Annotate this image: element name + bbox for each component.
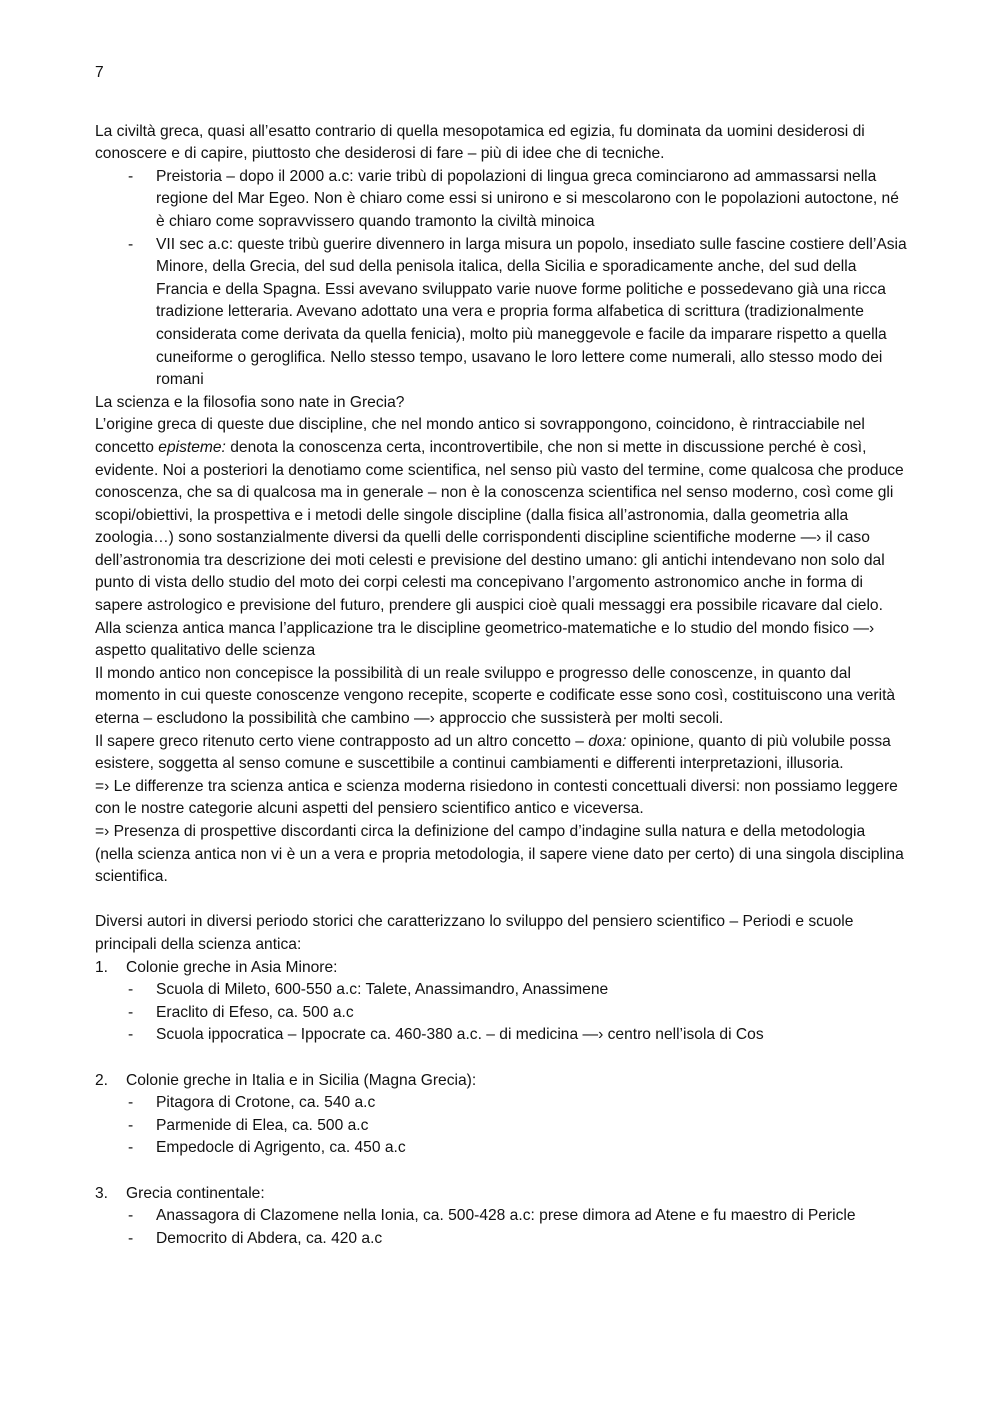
period-number: 2. [95,1071,109,1089]
conclusion-paragraph: =› Presenza di prospettive discordanti circa la definizione del campo d’indagine sulla natura e della metodologia (nella scienza antica non vi è un a vera e propria metodologia, il sapere viene dato per certo) di una singola disciplina scientifica. [95,823,904,886]
list-item: - Scuola ippocratica – Ippocrate ca. 460-380 a.c. – di medicina —› centro nell’isola di Cos [95,1024,907,1047]
period-number: 3. [95,1184,109,1202]
blank-line [95,1160,907,1183]
list-item: - Democrito di Abdera, ca. 420 a.c [95,1228,907,1251]
period-title: Grecia continentale: [126,1184,265,1202]
history-list [95,166,907,392]
episteme-text-before: L’origine greca di queste due discipline, che nel mondo antico si sovrappongono, coincidono, è rintracciabile nel concetto [95,416,865,456]
period-list [95,1092,907,1160]
episteme-paragraph [95,414,907,617]
period-number: 1. [95,958,109,976]
doxa-text-after: opinione, quanto di più volubile possa esistere, soggetta al senso comune e suscettibile a continui cambiamenti e differenti interpretazioni, illusoria. [95,732,891,773]
doxa-text-before: Il sapere greco ritenuto certo viene contrapposto ad un altro concetto – [95,732,589,750]
episteme-text-after: denota la conoscenza certa, incontrovertibile, che non si mette in discussione perché è così, evidente. Noi a posteriori la denotiamo come scientifica, nel senso più vasto del termine, come qualcosa che produce conoscenza, che sa di qualcosa ma in generale – non è la conoscenza scientifica nel senso moderno, così come gli scopi/obiettivi, la prospettiva e i metodi delle singole discipline (dalla fisica all’astronomia, dalla geometria alla zoologia…) sono sostanzialmente diversi da quelli delle corrispondenti discipline scientifiche moderne —› il caso dell’astronomia tra descrizione dei moti celesti e previsione del destino umano: gli antichi intendevano non solo dal punto di vista dello studio del moto dei corpi celesti ma concepivano l’argomento astronomico anche in forma di sapere astrologico e previsione del futuro, prendere gli auspici cioè quali messaggi era possibile ricavare dal cielo. [95,438,904,615]
list-item: - Empedocle di Agrigento, ca. 450 a.c [95,1137,907,1160]
periods-intro: Diversi autori in diversi periodo storici che caratterizzano lo sviluppo del pensiero scientifico – Periodi e scuole principali della scienza antica: [95,913,854,953]
list-item: - VII sec a.c: queste tribù guerire divennero in larga misura un popolo, insediato sulle fascine costiere dell’Asia Minore, della Grecia, del sud della penisola italica, della Sicilia e sporadicamente anche, del sud della Francia e della Spagna. Essi avevano sviluppato varie nuove forme politiche e possedevano già una ricca tradizione letteraria. Avevano adottato una vera e propria forma alfabetica di scrittura (tradizionalmente considerata come derivata da quella fenicia), molto più maneggevole e facile da imparare rispetto a quella cuneiforme o geroglifica. Nello stesso tempo, usavano le loro lettere come numerali, allo stesso modo dei romani [95,234,907,392]
doxa-paragraph [95,731,907,776]
document-page [95,62,907,1250]
period-heading [95,1070,907,1093]
list-item: - Preistoria – dopo il 2000 a.c: varie tribù di popolazioni di lingua greca cominciarono ad ammassarsi nella regione del Mar Egeo. Non è chiaro come essi si unirono e si mescolarono con le popolazioni autoctone, né è chiaro come sopravvissero quando tramonto la civiltà minoica [95,166,907,234]
period-heading [95,957,907,980]
period-list [95,1205,907,1250]
episteme-term: episteme: [158,438,226,456]
conclusion-paragraph: =› Le differenze tra scienza antica e scienza moderna risiedono in contesti concettuali diversi: non possiamo leggere con le nostre categorie alcuni aspetti del pensiero scientifico antico e viceversa. [95,777,898,818]
progress-paragraph: Il mondo antico non concepisce la possibilità di un reale sviluppo e progresso delle conoscenze, in quanto dal momento in cui queste conoscenze vengono recepite, scoperte e codificate esse sono così, costituiscono una verità eterna – escludono la possibilità che cambino —› approccio che sussisterà per molti secoli. [95,664,896,728]
blank-line [95,1047,907,1070]
period-title: Colonie greche in Asia Minore: [126,958,338,976]
list-item: - Anassagora di Clazomene nella Ionia, ca. 500-428 a.c: prese dimora ad Atene e fu maestro di Pericle [95,1205,907,1228]
question-line: La scienza e la filosofia sono nate in Grecia? [95,393,405,411]
list-item: - Parmenide di Elea, ca. 500 a.c [95,1115,907,1138]
page-number: 7 [95,64,104,81]
intro-paragraph: La civiltà greca, quasi all’esatto contrario di quella mesopotamica ed egizia, fu dominata da uomini desiderosi di conoscere e di capire, piuttosto che desiderosi di fare – più di idee che di tecniche. [95,122,865,163]
list-item: - Pitagora di Crotone, ca. 540 a.c [95,1092,907,1115]
math-paragraph: Alla scienza antica manca l’applicazione tra le discipline geometrico-matematiche e lo studio del mondo fisico —› aspetto qualitativo delle scienza [95,619,875,660]
list-item: - Eraclito di Efeso, ca. 500 a.c [95,1002,907,1025]
period-heading [95,1183,907,1206]
doxa-term: doxa: [588,732,627,750]
blank-line [95,889,907,912]
list-item: - Scuola di Mileto, 600-550 a.c: Talete, Anassimandro, Anassimene [95,979,907,1002]
period-title: Colonie greche in Italia e in Sicilia (Magna Grecia): [126,1071,477,1089]
period-list [95,979,907,1047]
